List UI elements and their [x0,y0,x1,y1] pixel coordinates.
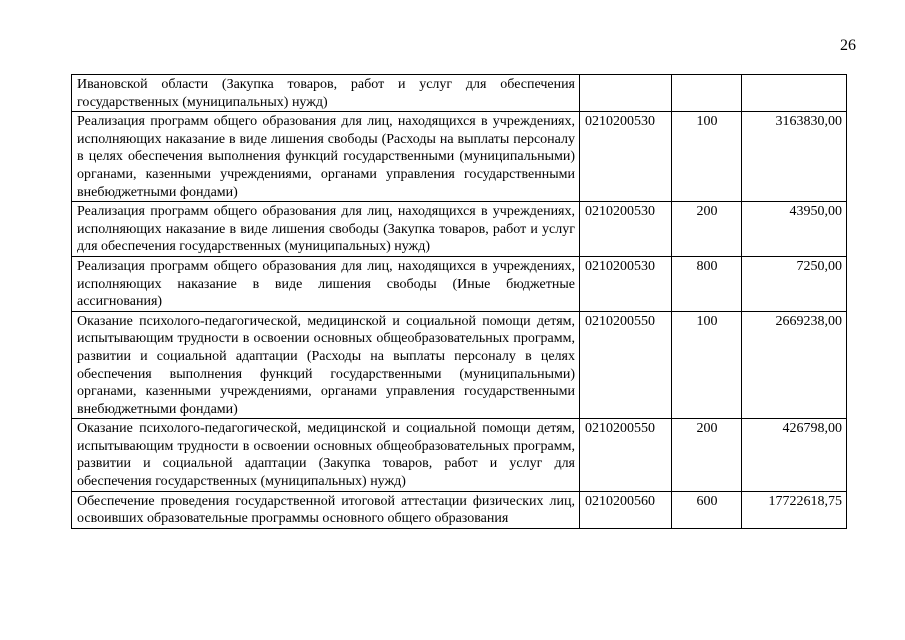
row-type: 100 [672,112,742,202]
row-description: Реализация программ общего образования для лиц, находящихся в учреждениях, исполняющих наказание в виде лишения свободы (Закупка товаров, работ и услуг для обеспечения государственных (муниципальных) нужд) [72,202,580,257]
budget-table [71,74,847,529]
row-type: 600 [672,491,742,528]
row-amount: 3163830,00 [742,112,847,202]
row-amount: 426798,00 [742,419,847,491]
row-code: 0210200560 [580,491,672,528]
row-description: Ивановской области (Закупка товаров, работ и услуг для обеспечения государственных (муниципальных) нужд) [72,75,580,112]
row-description: Обеспечение проведения государственной итоговой аттестации физических лиц, освоивших образовательные программы основного общего образования [72,491,580,528]
table-row [72,75,847,112]
row-description: Реализация программ общего образования для лиц, находящихся в учреждениях, исполняющих наказание в виде лишения свободы (Иные бюджетные ассигнования) [72,256,580,311]
row-type: 200 [672,419,742,491]
row-description: Реализация программ общего образования для лиц, находящихся в учреждениях, исполняющих наказание в виде лишения свободы (Расходы на выплаты персоналу в целях обеспечения выполнения функций государственными (муниципальными) органами, казенными учреждениями, органами управления государственными внебюджетными фондами) [72,112,580,202]
row-code: 0210200550 [580,311,672,419]
row-type: 100 [672,311,742,419]
row-amount [742,75,847,112]
row-amount: 7250,00 [742,256,847,311]
page-number: 26 [840,37,856,54]
row-code: 0210200530 [580,202,672,257]
row-type [672,75,742,112]
table-row [72,256,847,311]
row-code [580,75,672,112]
row-code: 0210200550 [580,419,672,491]
row-type: 200 [672,202,742,257]
table-row [72,311,847,419]
table-row [72,202,847,257]
table-row [72,419,847,491]
row-amount: 43950,00 [742,202,847,257]
row-code: 0210200530 [580,256,672,311]
row-description: Оказание психолого-педагогической, медицинской и социальной помощи детям, испытывающим трудности в освоении основных общеобразовательных программ, развитии и социальной адаптации (Расходы на выплаты персоналу в целях обеспечения выполнения функций государственными (муниципальными) органами, казенными учреждениями, органами управления государственными внебюджетными фондами) [72,311,580,419]
row-code: 0210200530 [580,112,672,202]
table-row [72,491,847,528]
row-type: 800 [672,256,742,311]
row-amount: 2669238,00 [742,311,847,419]
row-amount: 17722618,75 [742,491,847,528]
row-description: Оказание психолого-педагогической, медицинской и социальной помощи детям, испытывающим трудности в освоении основных общеобразовательных программ, развитии и социальной адаптации (Закупка товаров, работ и услуг для обеспечения государственных (муниципальных) нужд) [72,419,580,491]
table-row [72,112,847,202]
